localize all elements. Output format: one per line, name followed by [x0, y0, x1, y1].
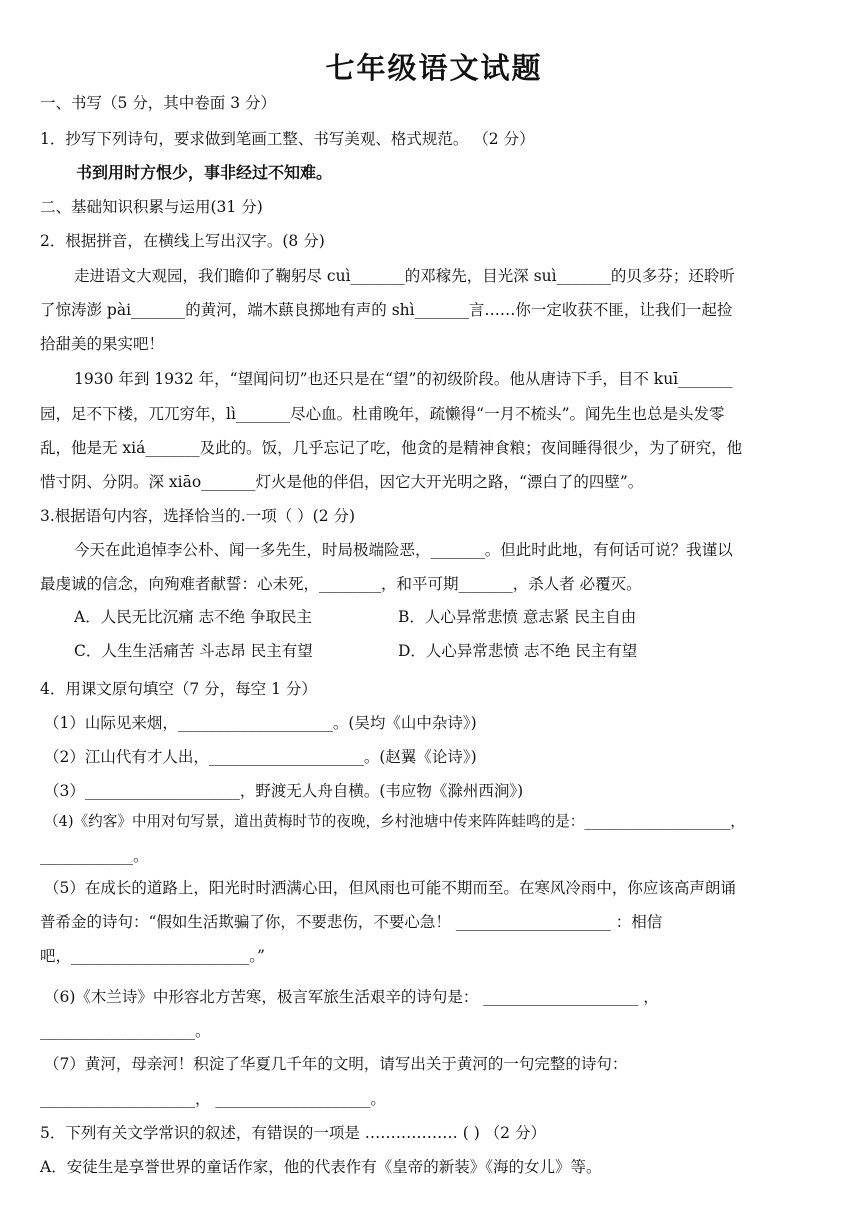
q3-passage-line-2: 最虔诚的信念，向殉难者献誓：心未死，________，和平可期_______，杀人者 必覆灭。 — [40, 575, 642, 593]
option-b: B．人心异常悲愤 意志紧 民主自由 — [398, 608, 637, 626]
section-1-heading: 一、书写（5 分，其中卷面 3 分） — [40, 94, 277, 112]
question-4: 4．用课文原句填空（7 分，每空 1 分） — [40, 680, 317, 698]
section-2-heading: 二、基础知识积累与运用(31 分) — [40, 198, 263, 216]
q2-paragraph-2-line-4: 惜寸阴、分阴。深 xiāo_______灯火是他的伴侣，因它大开光明之路，“漂白了的四壁”。 — [40, 473, 644, 491]
q4-item-5-line-3: 吧，_______________________。” — [40, 947, 265, 965]
q2-paragraph-1-line-2: 了惊涛澎 pài_______的黄河，端木蕻良掷地有声的 shì_______言……你一定收获不匪，让我们一起捡 — [40, 301, 733, 319]
question-2: 2．根据拼音，在横线上写出汉字。(8 分) — [40, 232, 325, 250]
q2-paragraph-2-line-3: 乱，他是无 xiá_______及此的。饭，几乎忘记了吃，他贪的是精神食粮；夜间睡得很少，为了研究，他 — [40, 439, 743, 457]
page-title: 七年级语文试题 — [325, 51, 543, 85]
q4-item-6-line-2: ____________________。 — [40, 1022, 211, 1040]
q3-passage-line-1: 今天在此追悼李公朴、闻一多先生，时局极端险恶，_______。但此时此地，有何话可说？我谨以 — [74, 541, 733, 559]
q4-item-2: （2）江山代有才人出，____________________。(赵翼《论诗》) — [44, 748, 477, 766]
option-c: C．人生生活痛苦 斗志昂 民主有望 — [74, 642, 313, 660]
q2-paragraph-1-line-1: 走进语文大观园，我们瞻仰了鞠躬尽 cuì_______的邓稼先，目光深 suì_______的贝多芬；还聆听 — [74, 267, 735, 285]
q4-item-4-line-2: ____________。 — [40, 847, 149, 865]
option-a: A．人民无比沉痛 志不绝 争取民主 — [74, 608, 313, 626]
question-1: 1．抄写下列诗句，要求做到笔画工整、书写美观、格式规范。 （2 分） — [40, 130, 535, 148]
q2-paragraph-1-line-3: 拾甜美的果实吧！ — [40, 335, 165, 353]
q4-item-5-line-1: （5）在成长的道路上，阳光时时洒满心田，但风雨也可能不期而至。在寒风冷雨中，你应该高声朗诵 — [44, 879, 736, 897]
question-5: 5．下列有关文学常识的叙述，有错误的一项是 ……………… ( ) （2 分） — [40, 1124, 546, 1142]
q4-item-4-line-1: （4)《约客》中用对句写景，道出黄梅时节的夜晚，乡村池塘中传来阵阵蛙鸣的是：____________________， — [44, 813, 745, 830]
question-3: 3.根据语句内容，选择恰当的.一项（ ）(2 分) — [40, 507, 356, 525]
copy-text: 书到用时方恨少，事非经过不知难。 — [76, 163, 333, 182]
q2-paragraph-2-line-2: 园，足不下楼，兀兀穷年，lì_______尽心血。杜甫晚年，疏懒得“一月不梳头”。闻先生也总是头发零 — [40, 405, 725, 423]
q5-option-a: A．安徒生是享誉世界的童话作家，他的代表作有《皇帝的新装》《海的女儿》等。 — [40, 1158, 602, 1176]
q4-item-7-line-2: ____________________， ____________________。 — [40, 1090, 386, 1108]
q4-item-6-line-1: （6)《木兰诗》中形容北方苦寒，极言军旅生活艰辛的诗句是： ____________________ ， — [44, 988, 659, 1006]
q4-item-5-line-2: 普希金的诗句：“假如生活欺骗了你，不要悲伤，不要心急！ ____________________ ：相信 — [40, 913, 663, 931]
option-d: D．人心异常悲愤 志不绝 民主有望 — [398, 642, 638, 660]
q2-paragraph-2-line-1: 1930 年到 1932 年，“望闻问切”也还只是在“望”的初级阶段。他从唐诗下手，目不 kuī_______ — [74, 370, 733, 388]
q4-item-7-line-1: （7）黄河，母亲河！积淀了华夏几千年的文明，请写出关于黄河的一句完整的诗句： — [44, 1055, 628, 1073]
q4-item-3: （3）____________________，野渡无人舟自横。(韦应物《滁州西涧》) — [44, 782, 524, 800]
q4-item-1: （1）山际见来烟，____________________。(吴均《山中杂诗》) — [44, 714, 477, 732]
